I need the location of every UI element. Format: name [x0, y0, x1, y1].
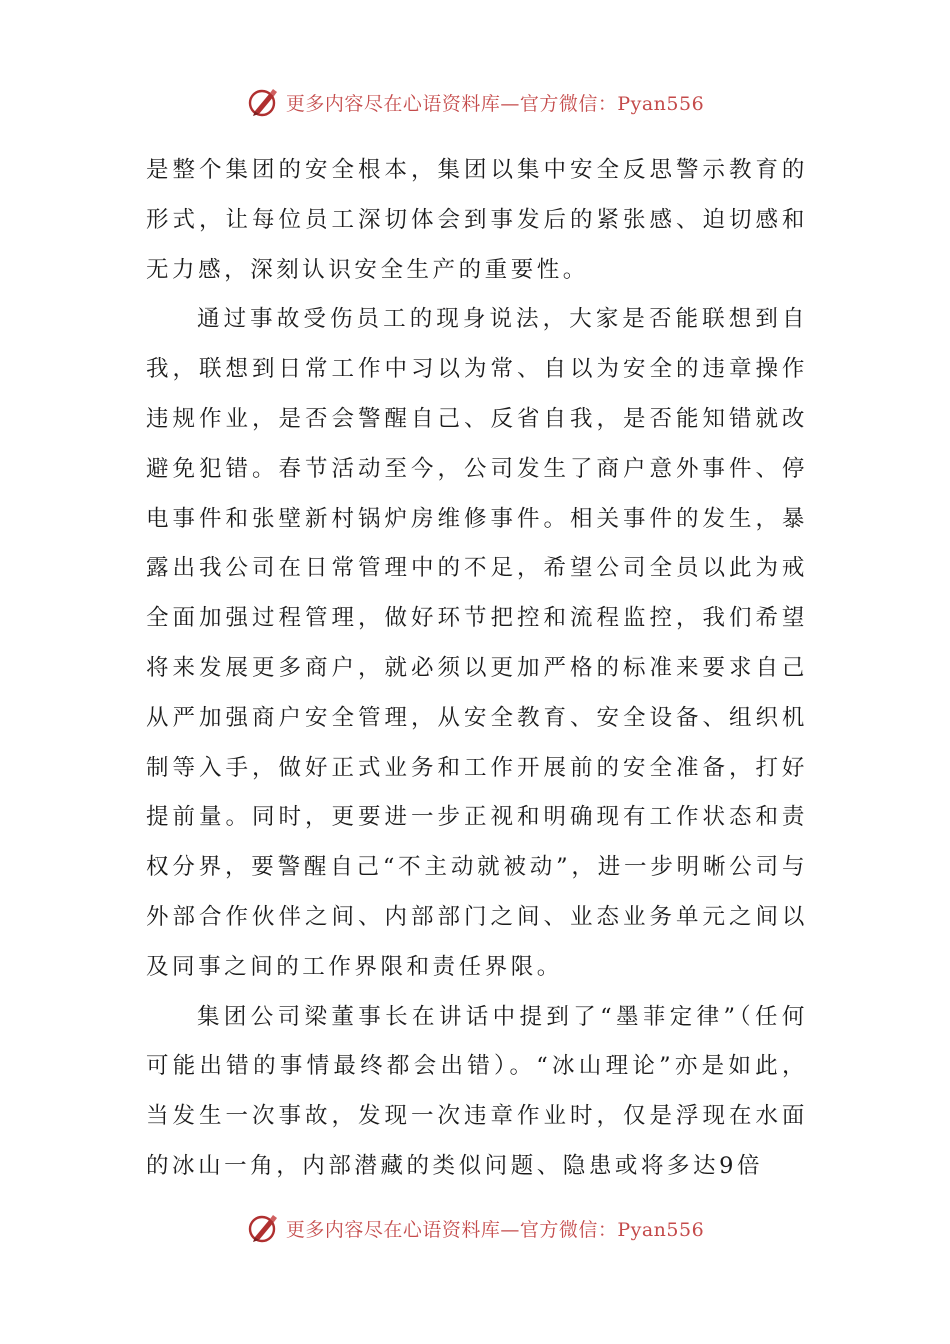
footer-banner-text: 更多内容尽在心语资料库—官方微信：Pyan556 [285, 1218, 705, 1241]
header-banner [0, 82, 950, 122]
footer-banner [0, 1208, 950, 1248]
paragraph-1: 是整个集团的安全根本，集团以集中安全反思警示教育的形式，让每位员工深切体会到事发后的紧张感、迫切感和无力感，深刻认识安全生产的重要性。 [146, 157, 808, 283]
pen-circle-icon [246, 85, 280, 119]
header-banner-text: 更多内容尽在心语资料库—官方微信：Pyan556 [285, 92, 705, 115]
paragraph-3: 集团公司梁董事长在讲话中提到了“墨菲定律”（任何可能出错的事情最终都会出错）。“冰山理论”亦是如此，当发生一次事故，发现一次违章作业时，仅是浮现在水面的冰山一角，内部潜藏的类似问题、隐患或将多达9倍 [146, 1003, 808, 1179]
paragraph-2: 通过事故受伤员工的现身说法，大家是否能联想到自我，联想到日常工作中习以为常、自以为安全的违章操作违规作业，是否会警醒自己、反省自我，是否能知错就改避免犯错。春节活动至今，公司发生了商户意外事件、停电事件和张壁新村锅炉房维修事件。相关事件的发生，暴露出我公司在日常管理中的不足，希望公司全员以此为戒全面加强过程管理，做好环节把控和流程监控，我们希望将来发展更多商户，就必须以更加严格的标准来要求自己从严加强商户安全管理，从安全教育、安全设备、组织机制等入手，做好正式业务和工作开展前的安全准备，打好提前量。同时，更要进一步正视和明确现有工作状态和责权分界，要警醒自己“不主动就被动”，进一步明晰公司与外部合作伙伴之间、内部部门之间、业态业务单元之间以及同事之间的工作界限和责任界限。 [146, 306, 808, 980]
pen-circle-icon [246, 1211, 280, 1245]
document-body [146, 146, 808, 1192]
